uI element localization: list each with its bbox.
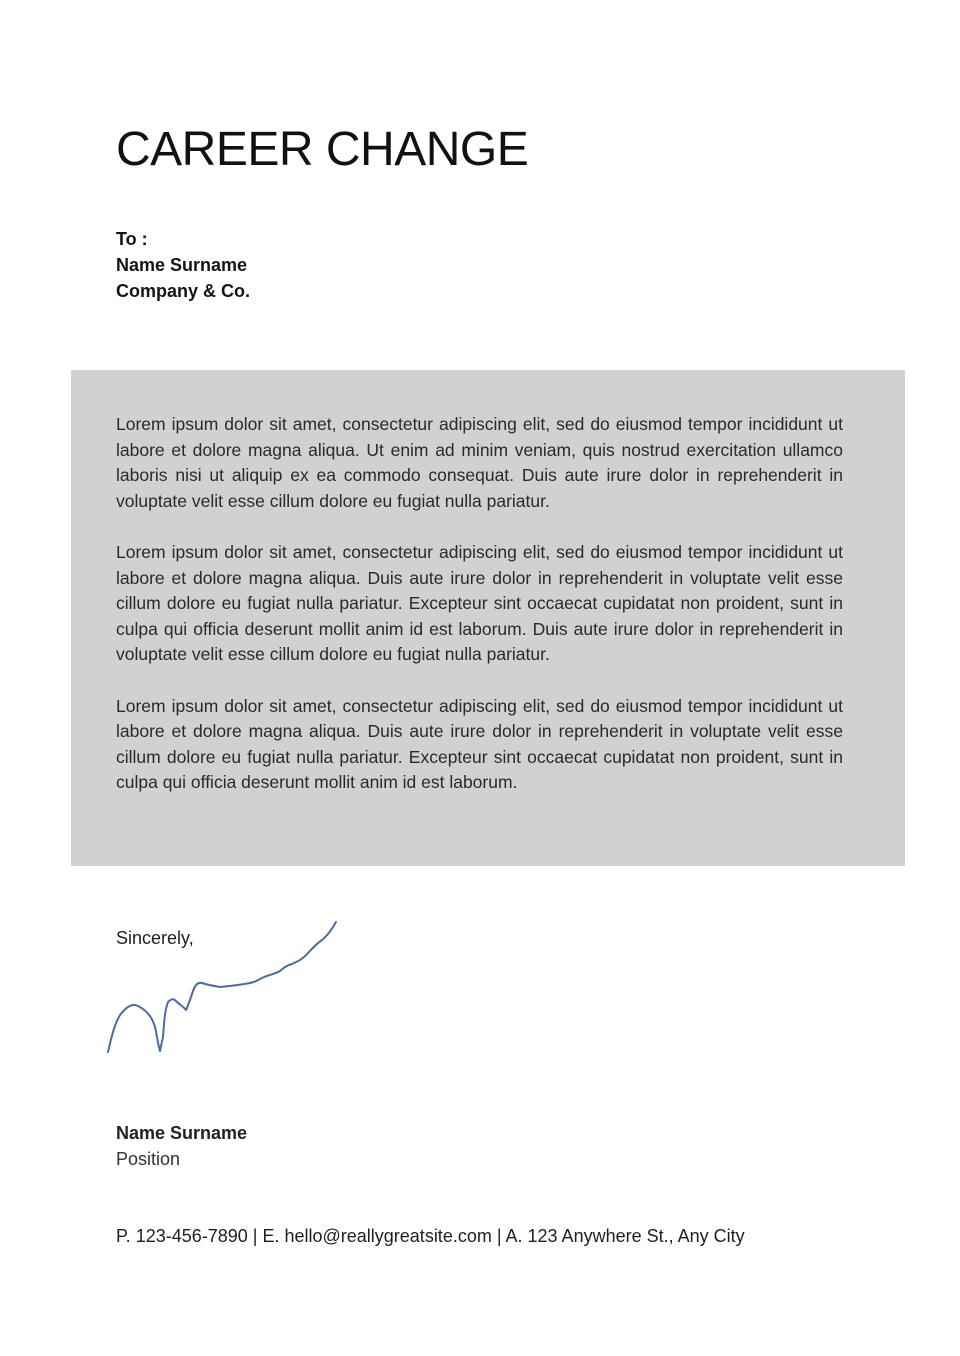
body-paragraph-3: Lorem ipsum dolor sit amet, consectetur adipiscing elit, sed do eiusmod tempor incididunt ut labore et dolore magna aliqua. Duis aute irure dolor in reprehenderit in voluptate velit esse cillum dolore eu fugiat nulla pariatur. Excepteur sint occaecat cupidatat non proident, sunt in culpa qui officia deserunt mollit anim id est laborum. xyxy=(116,695,843,793)
recipient-name: Name Surname xyxy=(116,255,248,275)
body-paragraph-2: Lorem ipsum dolor sit amet, consectetur adipiscing elit, sed do eiusmod tempor incididunt ut labore et dolore magna aliqua. Duis aute irure dolor in reprehenderit in voluptate velit esse cillum dolore eu fugiat nulla pariatur. Excepteur sint occaecat cupidatat non proident, sunt in culpa qui officia deserunt mollit anim id est laborum. Duis aute irure dolor in reprehenderit in voluptate velit esse cillum dolore eu fugiat nulla pariatur. xyxy=(116,541,843,665)
recipient-to-label: To : xyxy=(116,229,148,249)
page-title: CAREER CHANGE xyxy=(116,123,529,176)
body-paragraph-1: Lorem ipsum dolor sit amet, consectetur adipiscing elit, sed do eiusmod tempor incididunt ut labore et dolore magna aliqua. Ut enim ad minim veniam, quis nostrud exercitation ullamco laboris nisi ut aliquip ex ea commodo consequat. Duis aute irure dolor in reprehenderit in voluptate velit esse cillum dolore eu fugiat nulla pariatur. xyxy=(116,414,843,511)
sender-position: Position xyxy=(116,1149,181,1169)
closing-text: Sincerely, xyxy=(116,928,194,948)
letter-body xyxy=(116,412,843,822)
signature-image xyxy=(100,915,345,1060)
sender-block xyxy=(116,1120,247,1172)
recipient-block xyxy=(116,226,250,304)
sender-name: Name Surname xyxy=(116,1123,248,1143)
letter-body-box xyxy=(71,370,905,866)
contact-info: P. 123-456-7890 | E. hello@reallygreatsite.com | A. 123 Anywhere St., Any City xyxy=(116,1226,745,1246)
recipient-company: Company & Co. xyxy=(116,281,251,301)
